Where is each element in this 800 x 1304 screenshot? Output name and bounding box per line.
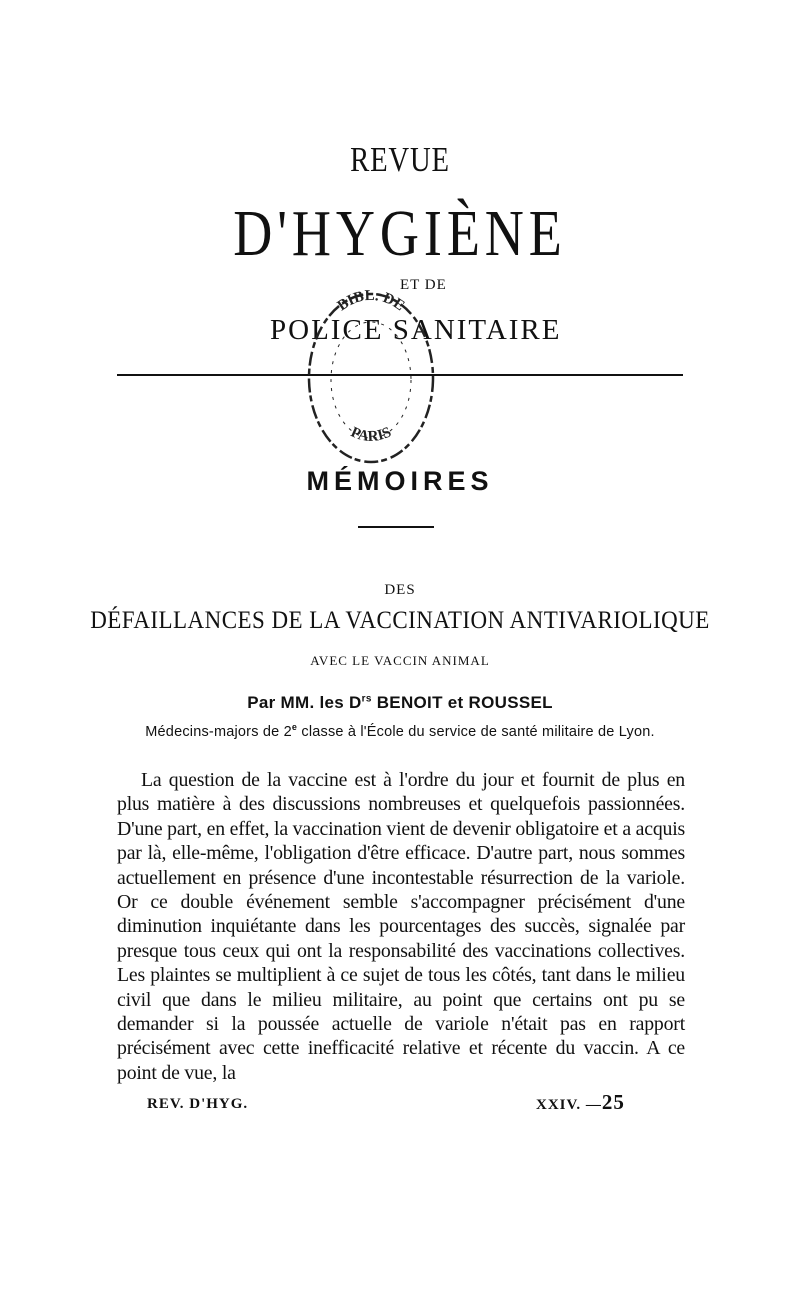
footer-page-number: 25	[601, 1090, 625, 1114]
footer-dash: —	[585, 1097, 602, 1113]
library-stamp	[296, 288, 446, 468]
journal-title-line-2: D'HYGIÈNE	[233, 197, 567, 270]
journal-title-line-4: POLICE SANITAIRE	[270, 314, 562, 346]
authors-abbrev-sup: rs	[361, 693, 372, 705]
article-subtitle: AVEC LE VACCIN ANIMAL	[310, 653, 490, 668]
authors-prefix: Par MM. les D	[247, 693, 362, 712]
author-affiliation	[0, 722, 800, 740]
affiliation-prefix: Médecins-majors de 2	[145, 723, 292, 740]
section-heading: MÉMOIRES	[306, 466, 494, 496]
affiliation-rest: classe à l'École du service de santé militaire de Lyon.	[297, 723, 655, 740]
running-footer-journal: REV. D'HYG.	[147, 1096, 249, 1112]
stamp-inner-ring	[331, 322, 411, 438]
affiliation-ordinal-sup: e	[291, 722, 298, 732]
article-authors	[0, 693, 800, 713]
stamp-top-text: BIBL. DE	[334, 288, 408, 315]
authors-names: BENOIT et ROUSSEL	[371, 693, 553, 712]
stamp-bottom-text: PARIS	[348, 424, 394, 445]
footer-volume: XXIV.	[536, 1097, 582, 1113]
body-paragraph: La question de la vaccine est à l'ordre du jour et fournit de plus en plus matière à des discussions nombreuses et quelquefois passionnées. D'une part, en effet, la vaccination vient de devenir obligatoire et a acquis par là, elle-même, l'obligation d'être efficace. D'autre part, nous sommes actuellement en présence d'une incontestable résurrection de la variole. Or ce double événement semble s'accompagner précisément d'une diminution inquiétante dans les pourcentages des succès, signalée par presque tous ceux qui ont la responsabilité des vaccinations collectives. Les plaintes se multiplient à ce sujet de tous les côtés, tant dans le milieu civil que dans le milieu militaire, au point que certains ont pu se demander si la poussée actuelle de variole n'était pas en rapport précisément avec cette inefficacité relative et récente du vaccin. A ce point de vue, la	[117, 769, 685, 1084]
article-title-prefix: DES	[384, 582, 416, 598]
running-footer-signature	[536, 1090, 625, 1115]
short-rule	[358, 526, 434, 528]
journal-title-line-1: REVUE	[350, 140, 450, 179]
journal-title-line-3: ET DE	[400, 277, 447, 293]
article-title: DÉFAILLANCES DE LA VACCINATION ANTIVARIOLIQUE	[90, 607, 710, 634]
